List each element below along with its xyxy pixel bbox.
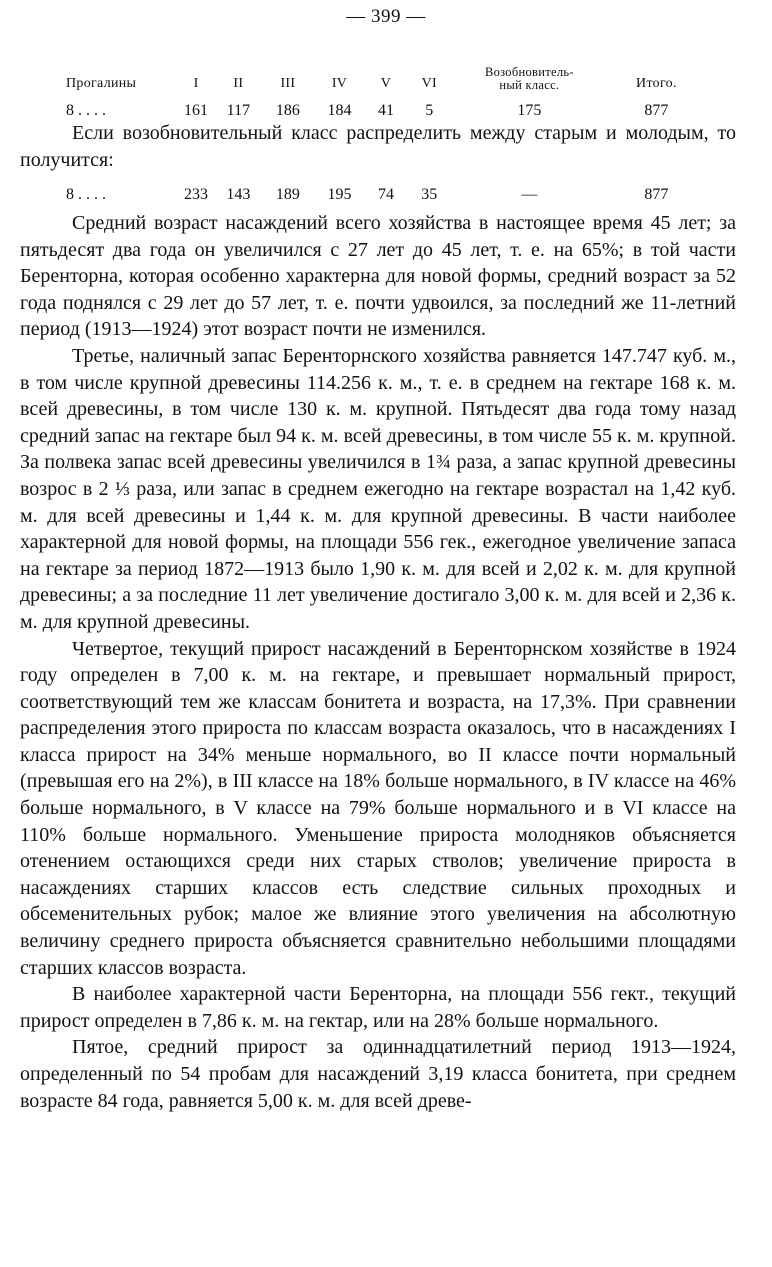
table-row — [66, 178, 706, 204]
table-header-cell: I — [193, 76, 199, 91]
paragraph: Если возобновительный класс распределить между старым и молодым, то получится: — [20, 122, 736, 171]
table-cell: 877 — [644, 186, 669, 203]
table-header-cell: III — [280, 76, 296, 91]
table-header-cell: II — [233, 76, 244, 91]
table-cell: 117 — [226, 102, 251, 119]
table-row — [66, 92, 706, 120]
table-cell: — — [521, 186, 538, 203]
paragraph-characteristic-part: В наиболее характерной части Беренторна, на площади 556 гект., текущий прирост определен в 7,86 к. м. на гектар, или на 28% больше нормального. — [20, 983, 736, 1032]
table-cell: 35 — [421, 186, 438, 203]
table-cell: 8 . . . . — [66, 102, 106, 119]
age-class-table — [66, 58, 706, 120]
table-cell: 8 . . . . — [66, 186, 106, 203]
body-text — [20, 210, 736, 1114]
table-header-cell: Прогалины — [66, 76, 137, 91]
table-cell: 195 — [327, 186, 352, 203]
table-cell: 175 — [517, 102, 542, 119]
page-number: — 399 — — [346, 6, 426, 27]
table-cell: 189 — [275, 186, 300, 203]
table-header-cell: Возобновитель- ный класс. — [484, 65, 574, 92]
table-cell: 184 — [327, 102, 352, 119]
table-header-cell: VI — [421, 76, 437, 91]
table-cell: 143 — [226, 186, 251, 203]
paragraph-growing-stock: Третье, наличный запас Беренторнского хозяйства равняется 147.747 куб. м., в том числе крупной древесины 114.256 к. м., т. е. в среднем на гектаре 168 к. м. всей древесины, в том числе 130 к. м. крупной. Пятьдесят два года тому назад средний запас на гектаре был 94 к. м. всей древесины, в том числе 55 к. м. крупной. За полвека запас всей древесины увеличился в 1¾ раза, а запас крупной древесины возрос в 2 ⅓ раза, или запас в среднем ежегодно на гектаре возрастал на 1,42 куб. м. для всей древесины и 1,44 к. м. для крупной древесины. В части наиболее характерной для новой формы, на площади 556 гек., ежегодное увеличение запаса на гектаре за период 1872—1913 было 1,90 к. м. для всей и 2,02 к. м. для крупной древесины; а за последние 11 лет увеличение достигало 3,00 к. м. для всей и 2,36 к. м. для крупной древесины. — [20, 344, 736, 633]
table-header-cell: Итого. — [636, 76, 677, 91]
paragraph-mean-increment: Пятое, средний прирост за одиннадцатилетний период 1913—1924, определенный по 54 пробам для насаждений 3,19 класса бонитета, при среднем возрасте 84 года, равняется 5,00 к. м. для всей древе- — [20, 1036, 736, 1112]
paragraph-average-age: Средний возраст насаждений всего хозяйства в настоящее время 45 лет; за пятьдесят два года он увеличился с 27 лет до 45 лет, т. е. на 65%; в той части Беренторна, которая особенно характерна для новой формы, средний возраст за 52 года поднялся с 29 лет до 57 лет, т. е. почти удвоился, за последний же 11-летний период (1913—1924) этот возраст почти не изменился. — [20, 212, 736, 341]
table-cell: 41 — [377, 102, 394, 119]
intro-paragraph — [20, 120, 736, 173]
table-header-row — [66, 58, 706, 92]
table-cell: 233 — [184, 186, 209, 203]
table-header-cell: IV — [331, 76, 348, 91]
table-cell: 186 — [275, 102, 300, 119]
table-header-cell: V — [380, 76, 392, 91]
redistributed-table — [66, 178, 706, 204]
table-cell: 161 — [184, 102, 209, 119]
paragraph-current-increment: Четвертое, текущий прирост насаждений в Беренторнском хозяйстве в 1924 году определен в 7,00 к. м. на гектаре, и превышает нормальный прирост, соответствующий тем же классам бонитета и возраста, на 17,3%. При сравнении распределения этого прироста по классам возраста оказалось, что в насаждениях I класса прирост на 34% меньше нормального, во II классе почти нормальный (превышая его на 2%), в III классе на 18% больше нормального, в IV классе на 46% больше нормального, в V классе на 79% больше нормального и в VI классе на 110% больше нормального. Уменьшение прироста молодняков объясняется отенением остающихся среди них старых стволов; увеличение прироста в насаждениях старших классов есть следствие сильных проходных и обсеменительных рубок; малое же влияние этого увеличения на абсолютную величину среднего прироста объясняется сравнительно небольшими площадями старших классов возраста. — [20, 637, 736, 979]
table-cell: 877 — [644, 102, 669, 119]
table-cell: 74 — [377, 186, 394, 203]
table-cell: 5 — [425, 102, 434, 119]
